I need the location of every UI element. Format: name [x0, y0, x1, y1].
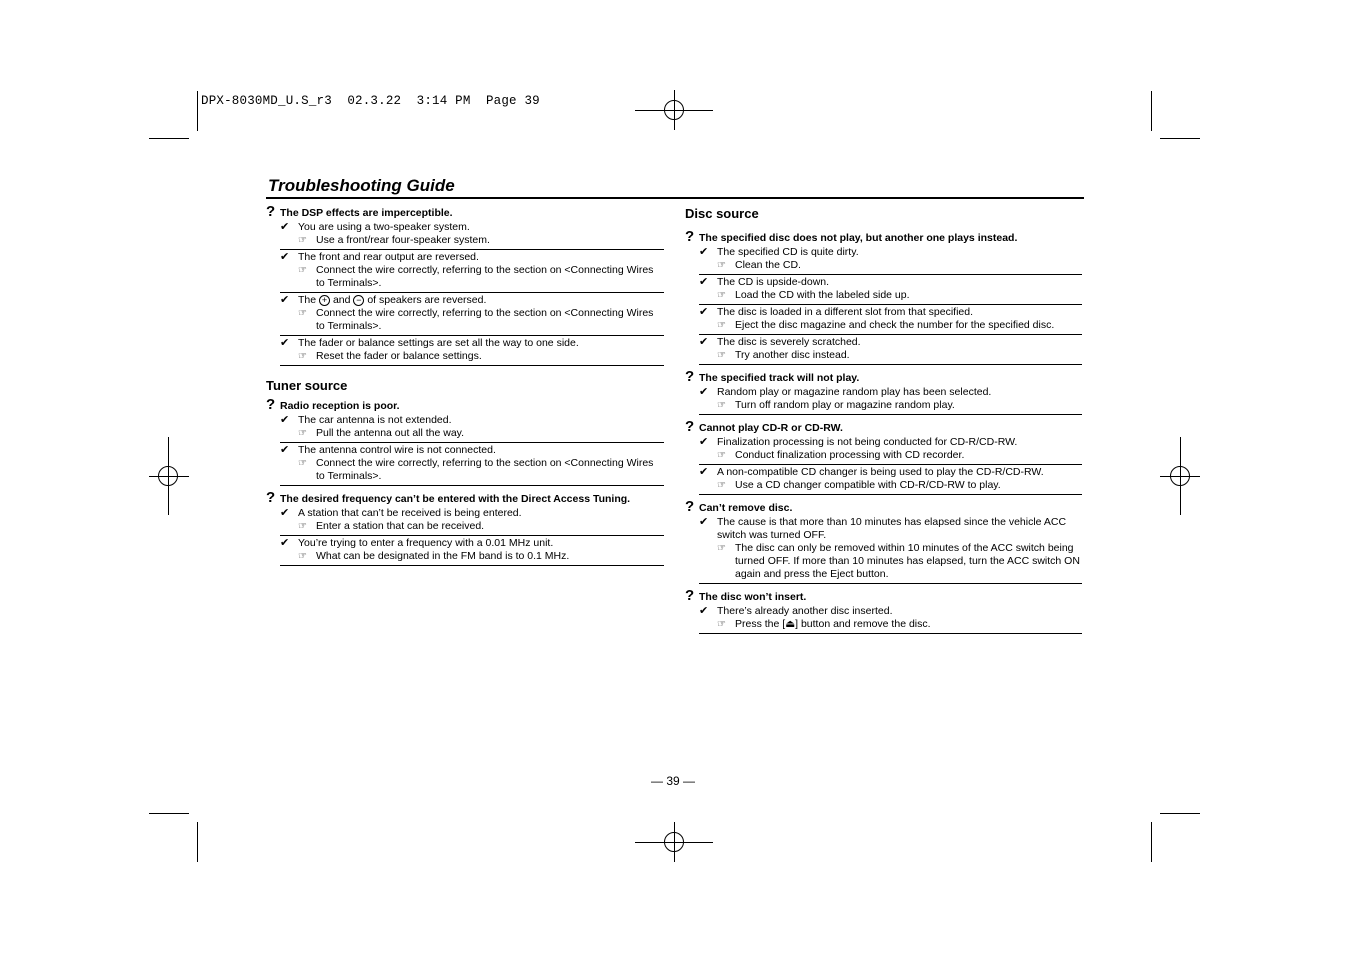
- question-icon: ?: [685, 228, 695, 245]
- pointing-hand-icon: ☞: [298, 265, 307, 276]
- minus-circle-icon: −: [353, 295, 364, 306]
- pointing-hand-icon: ☞: [717, 320, 726, 331]
- list-item: ✔ You are using a two-speaker system. ☞ Use a front/rear four-speaker system.: [280, 220, 664, 250]
- question-icon: ?: [685, 587, 695, 604]
- check-icon: ✔: [699, 605, 709, 617]
- list-item: ✔ The CD is upside-down. ☞ Load the CD with the labeled side up.: [699, 275, 1082, 305]
- pointing-hand-icon: ☞: [717, 450, 726, 461]
- list-item: ✔ The cause is that more than 10 minutes has elapsed since the vehicle ACC switch was turned OFF. ☞ The disc can only be removed within 10 minutes of the ACC switch being turned OFF. If more than 10 minutes has elapsed, turn the ACC switch ON again and press the Eject button.: [699, 515, 1082, 584]
- check-icon: ✔: [280, 414, 290, 426]
- check-icon: ✔: [280, 337, 290, 349]
- question-cdr: ? Cannot play CD-R or CD-RW.: [685, 418, 843, 435]
- pointing-hand-icon: ☞: [717, 350, 726, 361]
- check-icon: ✔: [699, 516, 709, 528]
- check-icon: ✔: [280, 294, 290, 306]
- question-icon: ?: [685, 418, 695, 435]
- pointing-hand-icon: ☞: [298, 351, 307, 362]
- list-item: ✔ The car antenna is not extended. ☞ Pull the antenna out all the way.: [280, 413, 664, 443]
- check-icon: ✔: [699, 336, 709, 348]
- check-icon: ✔: [699, 436, 709, 448]
- pointing-hand-icon: ☞: [298, 521, 307, 532]
- pointing-hand-icon: ☞: [298, 428, 307, 439]
- question-icon: ?: [266, 396, 276, 413]
- left-column: [266, 203, 664, 566]
- check-icon: ✔: [699, 466, 709, 478]
- plus-circle-icon: +: [319, 295, 330, 306]
- list-item: ✔ The fader or balance settings are set all the way to one side. ☞ Reset the fader or balance settings.: [280, 336, 664, 366]
- pointing-hand-icon: ☞: [717, 260, 726, 271]
- check-icon: ✔: [280, 444, 290, 456]
- check-icon: ✔: [699, 306, 709, 318]
- eject-icon: ⏏: [785, 618, 796, 630]
- list-item: ✔ Finalization processing is not being conducted for CD-R/CD-RW. ☞ Conduct finalization processing with CD recorder.: [699, 435, 1082, 465]
- list-item: ✔ Random play or magazine random play has been selected. ☞ Turn off random play or magazine random play.: [699, 385, 1082, 415]
- pointing-hand-icon: ☞: [298, 551, 307, 562]
- print-slug: DPX-8030MD_U.S_r3 02.3.22 3:14 PM Page 39: [201, 94, 540, 108]
- question-wrong-disc: ? The specified disc does not play, but another one plays instead.: [685, 228, 1018, 245]
- check-icon: ✔: [699, 276, 709, 288]
- section-heading-disc: Disc source: [685, 206, 759, 221]
- question-insert-disc: ? The disc won’t insert.: [685, 587, 807, 604]
- list-item: ✔ You’re trying to enter a frequency with a 0.01 MHz unit. ☞ What can be designated in the FM band is to 0.1 MHz.: [280, 536, 664, 566]
- check-icon: ✔: [699, 246, 709, 258]
- title-rule: [266, 197, 1084, 199]
- question-icon: ?: [685, 368, 695, 385]
- question-icon: ?: [266, 489, 276, 506]
- pointing-hand-icon: ☞: [298, 235, 307, 246]
- pointing-hand-icon: ☞: [717, 619, 726, 630]
- pointing-hand-icon: ☞: [717, 543, 726, 554]
- list-item: ✔ A station that can’t be received is being entered. ☞ Enter a station that can be received.: [280, 506, 664, 536]
- list-item: ✔ The front and rear output are reversed. ☞ Connect the wire correctly, referring to the section on <Connecting Wires to Terminals>.: [280, 250, 664, 293]
- list-item: ✔ The specified CD is quite dirty. ☞ Clean the CD.: [699, 245, 1082, 275]
- pointing-hand-icon: ☞: [717, 480, 726, 491]
- list-item: ✔ There’s already another disc inserted. ☞ Press the [⏏] button and remove the disc.: [699, 604, 1082, 634]
- question-remove-disc: ? Can’t remove disc.: [685, 498, 793, 515]
- list-item: ✔ The antenna control wire is not connected. ☞ Connect the wire correctly, referring to the section on <Connecting Wires to Terminals>.: [280, 443, 664, 486]
- pointing-hand-icon: ☞: [717, 290, 726, 301]
- pointing-hand-icon: ☞: [298, 458, 307, 469]
- check-icon: ✔: [699, 386, 709, 398]
- pointing-hand-icon: ☞: [298, 308, 307, 319]
- check-icon: ✔: [280, 537, 290, 549]
- question-track: ? The specified track will not play.: [685, 368, 860, 385]
- check-icon: ✔: [280, 221, 290, 233]
- list-item: ✔ The disc is loaded in a different slot from that specified. ☞ Eject the disc magazine and check the number for the specified disc.: [699, 305, 1082, 335]
- section-heading-tuner: Tuner source: [266, 378, 348, 393]
- right-column: [685, 206, 1082, 634]
- question-dsp: ? The DSP effects are imperceptible.: [266, 203, 453, 220]
- list-item: ✔ A non-compatible CD changer is being used to play the CD-R/CD-RW. ☞ Use a CD changer compatible with CD-R/CD-RW to play.: [699, 465, 1082, 495]
- question-reception: ? Radio reception is poor.: [266, 396, 400, 413]
- list-item: ✔ The + and − of speakers are reversed. ☞ Connect the wire correctly, referring to the section on <Connecting Wires to Terminals>.: [280, 293, 664, 336]
- page-number: — 39 —: [651, 774, 696, 788]
- question-direct-access: ? The desired frequency can’t be entered with the Direct Access Tuning.: [266, 489, 631, 506]
- check-icon: ✔: [280, 251, 290, 263]
- question-icon: ?: [685, 498, 695, 515]
- list-item: ✔ The disc is severely scratched. ☞ Try another disc instead.: [699, 335, 1082, 365]
- check-icon: ✔: [280, 507, 290, 519]
- page-title: Troubleshooting Guide: [268, 176, 455, 195]
- pointing-hand-icon: ☞: [717, 400, 726, 411]
- question-icon: ?: [266, 203, 276, 220]
